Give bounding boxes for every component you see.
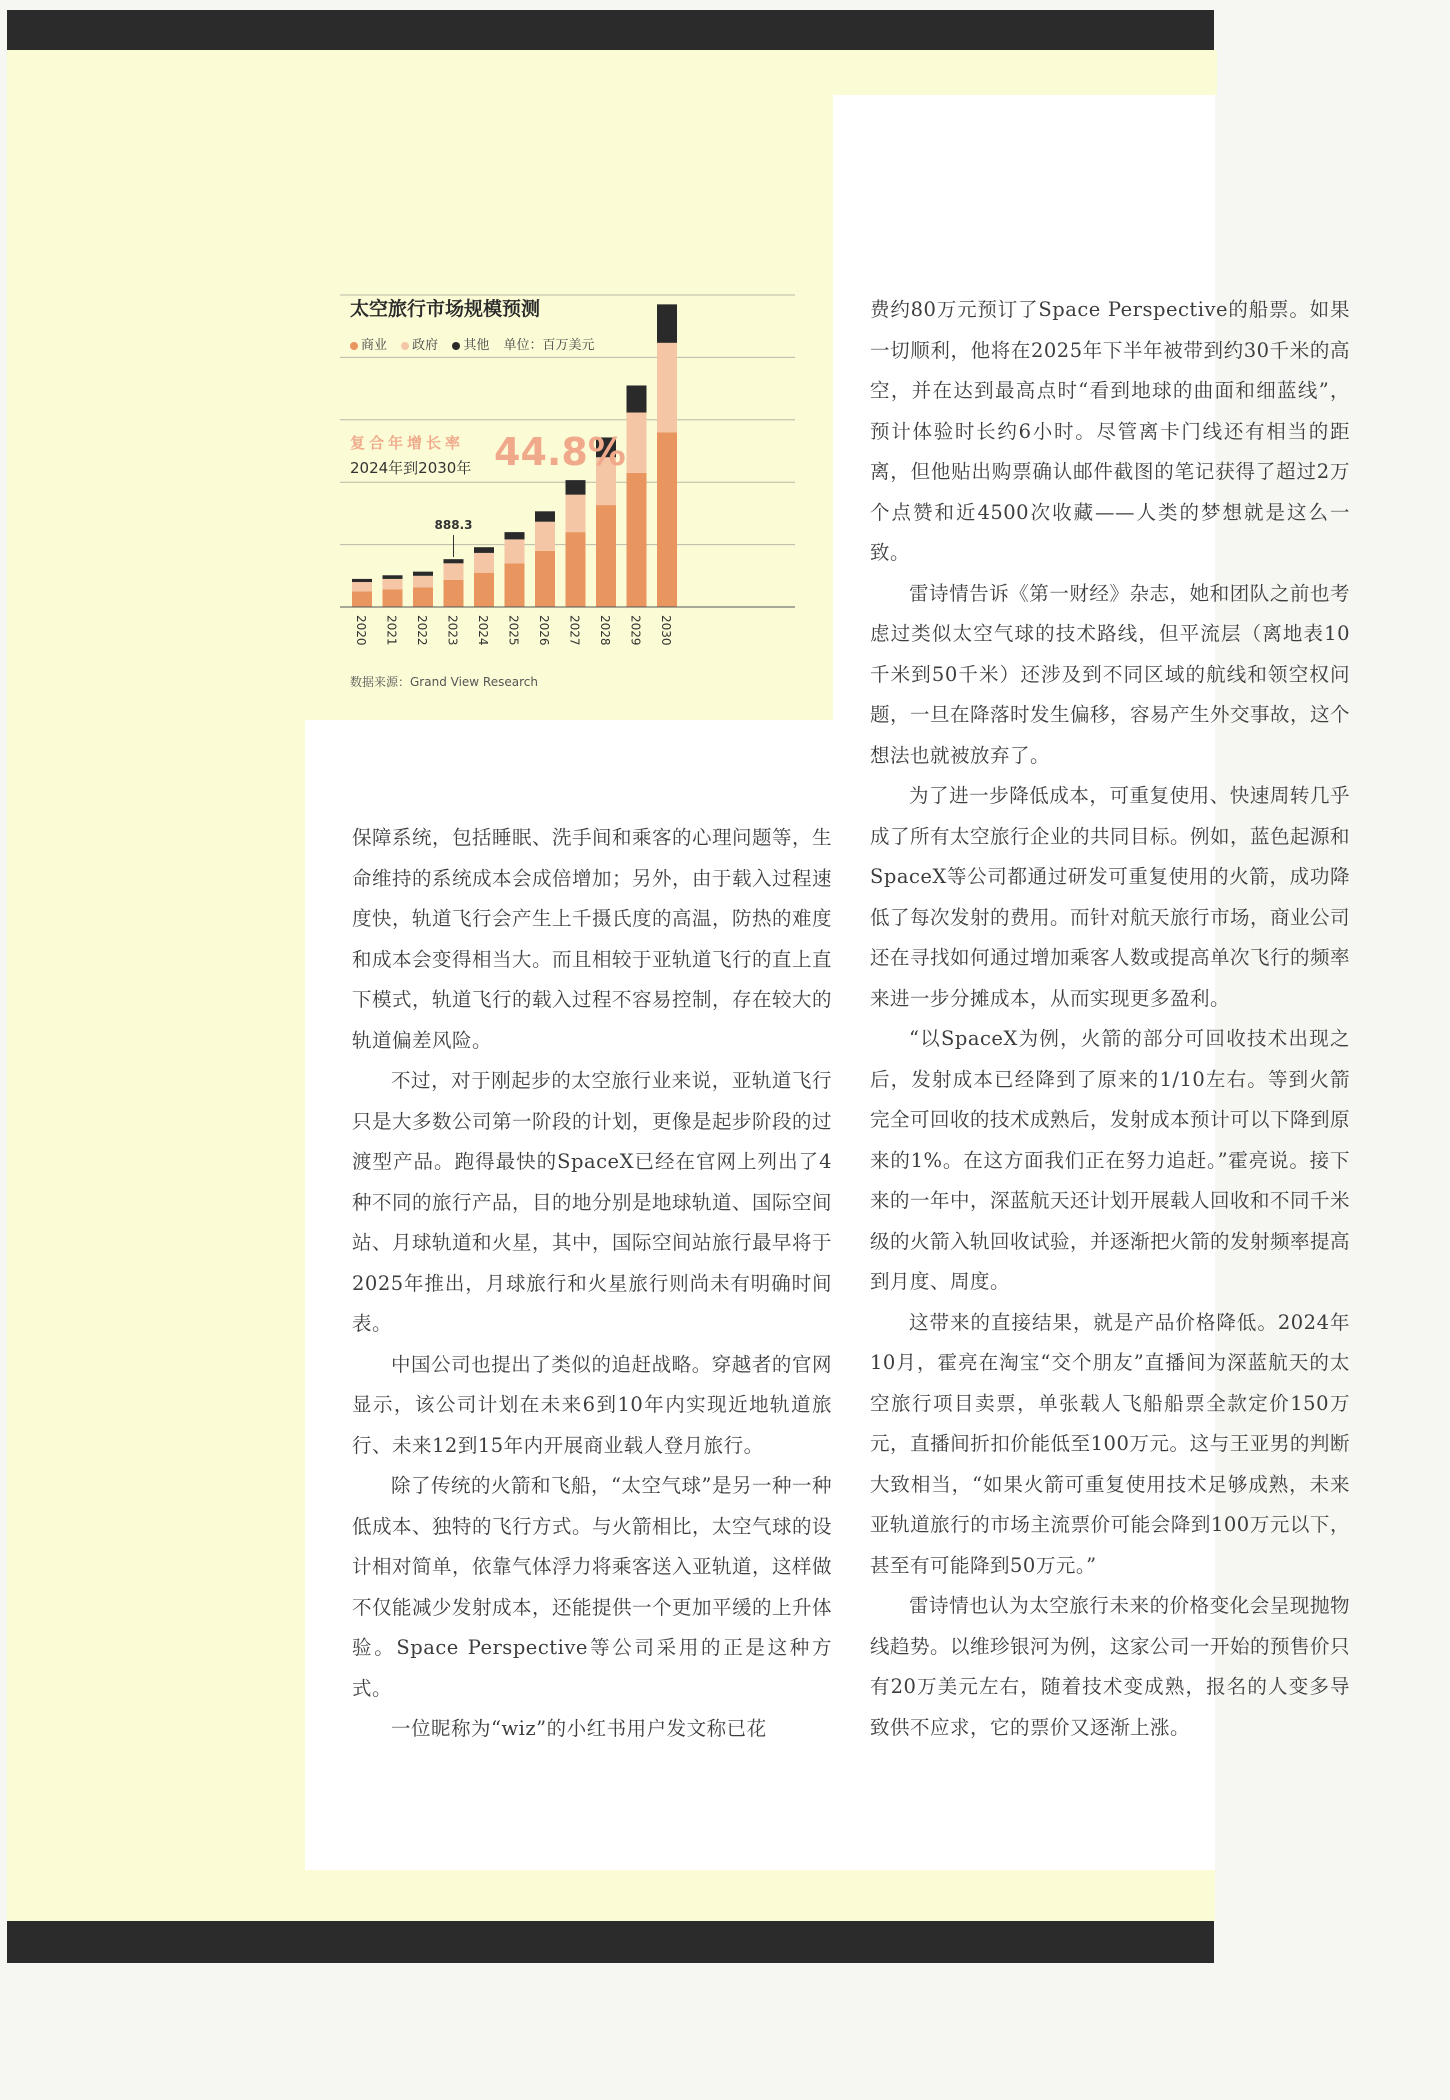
cagr-range: 2024年到2030年	[350, 459, 472, 477]
bar-segment-2026-商业	[535, 551, 555, 607]
bar-segment-2023-商业	[444, 580, 464, 607]
bar-segment-2027-政府	[566, 495, 586, 532]
article-column-right	[870, 290, 1350, 1748]
article-paragraph: 除了传统的火箭和飞船，“太空气球”是另一种一种低成本、独特的飞行方式。与火箭相比，太空气球的设计相对简单，依靠气体浮力将乘客送入亚轨道，这样做不仅能减少发射成本，还能提供一个更加平缓的上升体验。Space Perspective等公司采用的正是这种方式。	[352, 1474, 833, 1700]
chart-unit: 单位：百万美元	[503, 338, 595, 353]
x-tick-label: 2020	[354, 615, 368, 646]
bar-segment-2020-商业	[352, 591, 372, 607]
bottom-dark-band	[7, 1921, 1214, 1963]
x-tick-label: 2021	[384, 615, 399, 646]
legend-other: 其他	[452, 338, 489, 353]
bar-chart	[340, 290, 810, 670]
top-dark-band	[7, 10, 1214, 50]
bar-segment-2024-商业	[474, 573, 494, 607]
bar-segment-2026-政府	[535, 522, 555, 551]
x-tick-label: 2025	[506, 615, 521, 646]
article-paragraph: 中国公司也提出了类似的追赶战略。穿越者的官网显示，该公司计划在未来6到10年内实现近地轨道旅行、未来12到15年内开展商业载人登月旅行。	[352, 1352, 832, 1457]
x-tick-label: 2030	[659, 615, 673, 646]
article-paragraph: 一位昵称为“wiz”的小红书用户发文称已花	[391, 1717, 767, 1740]
cream-margin-top	[7, 50, 1217, 95]
bar-segment-2026-其他	[535, 511, 555, 521]
bar-segment-2022-其他	[413, 572, 433, 576]
article-paragraph: 雷诗情告诉《第一财经》杂志，她和团队之前也考虑过类似太空气球的技术路线，但平流层（离地表10千米到50千米）还涉及到不同区域的航线和领空权问题，一旦在降落时发生偏移，容易产生外交事故，这个想法也就被放弃了。	[870, 581, 1351, 767]
bar-segment-2027-商业	[566, 532, 586, 607]
bar-segment-2025-政府	[505, 539, 525, 563]
bar-segment-2025-其他	[505, 532, 525, 539]
bar-segment-2030-商业	[657, 432, 677, 607]
cagr-value: 44.8%	[494, 430, 626, 474]
bar-segment-2021-其他	[383, 575, 403, 579]
x-tick-label: 2022	[415, 615, 429, 646]
x-tick-label: 2026	[537, 615, 551, 646]
article-paragraph: 不过，对于刚起步的太空旅行业来说，亚轨道飞行只是大多数公司第一阶段的计划，更像是起步阶段的过渡型产品。跑得最快的SpaceX已经在官网上列出了4种不同的旅行产品，目的地分别是地球轨道、国际空间站、月球轨道和火星，其中，国际空间站旅行最早将于2025年推出，月球旅行和火星旅行则尚未有明确时间表。	[352, 1069, 833, 1335]
bar-segment-2030-其他	[657, 304, 677, 342]
bar-segment-2021-政府	[383, 579, 403, 589]
bar-segment-2020-政府	[352, 582, 372, 591]
bar-segment-2028-商业	[596, 505, 616, 607]
x-tick-label: 2028	[598, 615, 612, 646]
article-paragraph: 为了进一步降低成本，可重复使用、快速周转几乎成了所有太空旅行企业的共同目标。例如，蓝色起源和SpaceX等公司都通过研发可重复使用的火箭，成功降低了每次发射的费用。而针对航天旅行市场，商业公司还在寻找如何通过增加乘客人数或提高单次飞行的频率来进一步分摊成本，从而实现更多盈利。	[870, 784, 1351, 1010]
x-tick-label: 2029	[628, 615, 643, 646]
legend-government: 政府	[401, 338, 438, 353]
x-tick-label: 2023	[445, 615, 460, 646]
cream-margin-bottom	[305, 1870, 1215, 1921]
article-column-left	[352, 818, 832, 1750]
article-paragraph: “以SpaceX为例，火箭的部分可回收技术出现之后，发射成本已经降到了原来的1/10左右。等到火箭完全可回收的技术成熟后，发射成本预计可以下降到原来的1%。在这方面我们正在努力追赶。”霍亮说。接下来的一年中，深蓝航天还计划开展载人回收和不同千米级的火箭入轨回收试验，并逐渐把火箭的发射频率提高到月度、周度。	[870, 1027, 1351, 1293]
cagr-label: 复合年增长率	[350, 434, 465, 452]
bar-segment-2025-商业	[505, 563, 525, 607]
cream-margin-left	[7, 95, 305, 1921]
bar-segment-2024-政府	[474, 553, 494, 573]
article-paragraph: 这带来的直接结果，就是产品价格降低。2024年10月，霍亮在淘宝“交个朋友”直播间为深蓝航天的太空旅行项目卖票，单张载人飞船船票全款定价150万元，直播间折扣价能低至100万元。这与王亚男的判断大致相当，“如果火箭可重复使用技术足够成熟，未来亚轨道旅行的市场主流票价可能会降到100万元以下，甚至有可能降到50万元。”	[870, 1310, 1350, 1577]
bar-segment-2021-商业	[383, 589, 403, 607]
x-tick-label: 2024	[476, 615, 490, 646]
article-paragraph: 保障系统，包括睡眠、洗手间和乘客的心理问题等，生命维持的系统成本会成倍增加；另外，由于载入过程速度快，轨道飞行会产生上千摄氏度的高温，防热的难度和成本会变得相当大。而且相较于亚轨道飞行的直上直下模式，轨道飞行的载入过程不容易控制，存在较大的轨道偏差风险。	[352, 826, 833, 1052]
bar-segment-2022-政府	[413, 576, 433, 587]
bar-segment-2024-其他	[474, 547, 494, 553]
chart-source: 数据来源：Grand View Research	[350, 675, 538, 689]
bar-segment-2029-其他	[627, 385, 647, 412]
bar-segment-2027-其他	[566, 480, 586, 495]
bar-segment-2030-政府	[657, 343, 677, 432]
legend-commercial: 商业	[350, 338, 387, 353]
bar-segment-2022-商业	[413, 587, 433, 607]
article-paragraph: 费约80万元预订了Space Perspective的船票。如果一切顺利，他将在2025年下半年被带到约30千米的高空，并在达到最高点时“看到地球的曲面和细蓝线”，预计体验时长约6小时。尽管离卡门线还有相当的距离，但他贴出购票确认邮件截图的笔记获得了超过2万个点赞和近4500次收藏——人类的梦想就是这么一致。	[870, 298, 1350, 564]
bar-segment-2023-其他	[444, 559, 464, 563]
bar-segment-2023-政府	[444, 563, 464, 580]
bar-segment-2020-其他	[352, 579, 372, 582]
article-paragraph: 雷诗情也认为太空旅行未来的价格变化会呈现抛物线趋势。以维珍银河为例，这家公司一开始的预售价只有20万美元左右，随着技术变成熟，报名的人变多导致供不应求，它的票价又逐渐上涨。	[870, 1594, 1351, 1739]
x-tick-label: 2027	[567, 615, 582, 646]
bar-segment-2029-政府	[627, 413, 647, 473]
chart-title: 太空旅行市场规模预测	[350, 298, 541, 320]
bar-segment-2029-商业	[627, 473, 647, 607]
annotation-value: 888.3	[434, 518, 473, 532]
